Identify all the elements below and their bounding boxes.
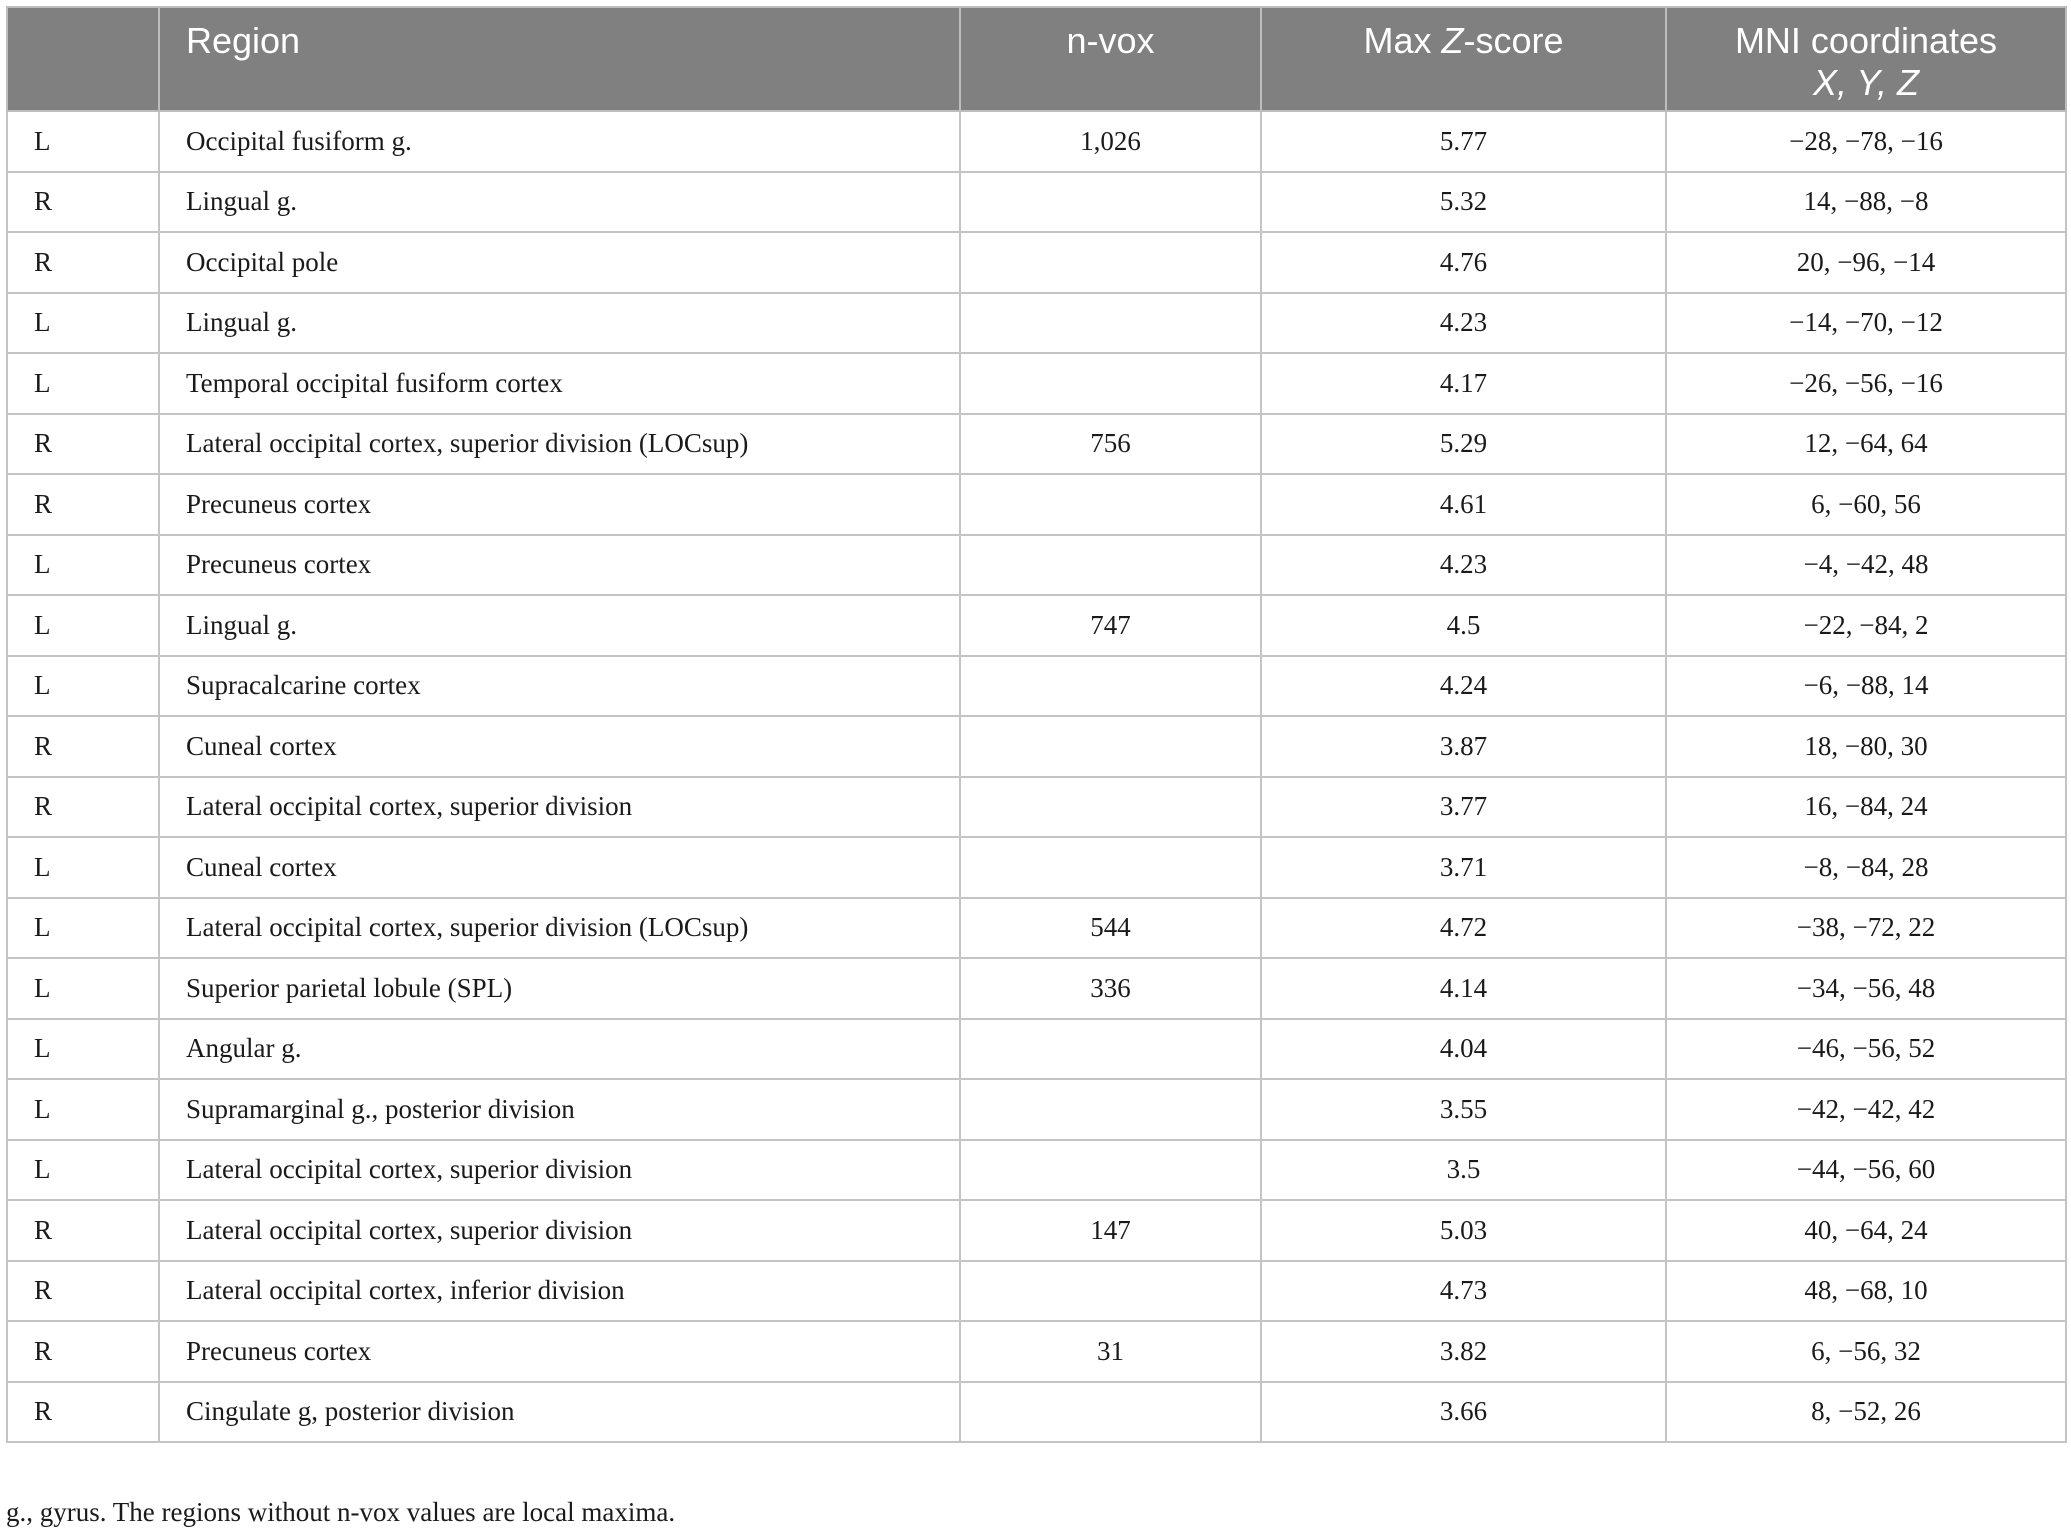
cell-side: R [7, 172, 159, 233]
cell-zscore: 4.24 [1261, 656, 1666, 717]
table-row [7, 1079, 2066, 1140]
cell-region: Lateral occipital cortex, superior division [159, 777, 960, 838]
cell-zscore: 4.23 [1261, 535, 1666, 596]
cell-nvox [960, 232, 1261, 293]
cell-nvox: 1,026 [960, 111, 1261, 172]
cell-nvox [960, 1382, 1261, 1443]
cell-region: Angular g. [159, 1019, 960, 1080]
cell-zscore: 3.87 [1261, 716, 1666, 777]
cell-region: Cuneal cortex [159, 716, 960, 777]
cell-nvox [960, 172, 1261, 233]
cell-mni: 48, −68, 10 [1666, 1261, 2066, 1322]
cell-mni: 18, −80, 30 [1666, 716, 2066, 777]
table-row [7, 353, 2066, 414]
cell-side: L [7, 898, 159, 959]
cell-region: Cingulate g, posterior division [159, 1382, 960, 1443]
table-container [6, 6, 2065, 1443]
cell-side: L [7, 1019, 159, 1080]
cell-mni: −8, −84, 28 [1666, 837, 2066, 898]
table-row [7, 535, 2066, 596]
header-side [7, 7, 159, 111]
cell-region: Precuneus cortex [159, 535, 960, 596]
cell-zscore: 5.77 [1261, 111, 1666, 172]
table-row [7, 898, 2066, 959]
cell-side: L [7, 837, 159, 898]
cell-zscore: 4.72 [1261, 898, 1666, 959]
cell-nvox: 747 [960, 595, 1261, 656]
cell-region: Supracalcarine cortex [159, 656, 960, 717]
cell-mni: −44, −56, 60 [1666, 1140, 2066, 1201]
cell-side: R [7, 777, 159, 838]
cell-side: R [7, 1261, 159, 1322]
cell-side: L [7, 353, 159, 414]
cell-region: Lateral occipital cortex, superior division (LOCsup) [159, 898, 960, 959]
cell-zscore: 4.61 [1261, 474, 1666, 535]
cell-nvox [960, 1140, 1261, 1201]
cell-nvox [960, 353, 1261, 414]
table-row [7, 837, 2066, 898]
header-mni: MNI coordinates X, Y, Z [1666, 7, 2066, 111]
cell-nvox: 31 [960, 1321, 1261, 1382]
cell-region: Lingual g. [159, 172, 960, 233]
cell-region: Lingual g. [159, 293, 960, 354]
cell-region: Precuneus cortex [159, 474, 960, 535]
cell-side: R [7, 1200, 159, 1261]
cell-zscore: 3.5 [1261, 1140, 1666, 1201]
cell-nvox [960, 1079, 1261, 1140]
cell-region: Lateral occipital cortex, superior division (LOCsup) [159, 414, 960, 475]
table-row [7, 172, 2066, 233]
table-footnote: g., gyrus. The regions without n-vox values are local maxima. [6, 1497, 676, 1527]
cell-mni: 6, −60, 56 [1666, 474, 2066, 535]
cell-nvox [960, 777, 1261, 838]
cell-side: L [7, 1140, 159, 1201]
cell-mni: −4, −42, 48 [1666, 535, 2066, 596]
cell-nvox [960, 474, 1261, 535]
cell-side: L [7, 656, 159, 717]
cell-mni: 6, −56, 32 [1666, 1321, 2066, 1382]
table-header [7, 7, 2066, 111]
cell-mni: −46, −56, 52 [1666, 1019, 2066, 1080]
cell-zscore: 4.04 [1261, 1019, 1666, 1080]
table-row [7, 1382, 2066, 1443]
table-row [7, 232, 2066, 293]
cell-side: R [7, 232, 159, 293]
cell-zscore: 5.32 [1261, 172, 1666, 233]
cell-zscore: 4.73 [1261, 1261, 1666, 1322]
cell-mni: −26, −56, −16 [1666, 353, 2066, 414]
cell-region: Supramarginal g., posterior division [159, 1079, 960, 1140]
cell-nvox: 336 [960, 958, 1261, 1019]
cell-nvox [960, 716, 1261, 777]
cell-nvox: 544 [960, 898, 1261, 959]
cell-nvox [960, 837, 1261, 898]
cell-side: R [7, 1321, 159, 1382]
cell-region: Lateral occipital cortex, inferior division [159, 1261, 960, 1322]
results-table [6, 6, 2067, 1443]
table-row [7, 1200, 2066, 1261]
table-row [7, 595, 2066, 656]
cell-mni: 16, −84, 24 [1666, 777, 2066, 838]
table-row [7, 474, 2066, 535]
cell-side: L [7, 111, 159, 172]
table-row [7, 293, 2066, 354]
header-row [7, 7, 2066, 111]
cell-mni: 14, −88, −8 [1666, 172, 2066, 233]
cell-nvox [960, 656, 1261, 717]
cell-side: L [7, 1079, 159, 1140]
cell-mni: −28, −78, −16 [1666, 111, 2066, 172]
cell-nvox [960, 1261, 1261, 1322]
cell-zscore: 3.77 [1261, 777, 1666, 838]
cell-nvox [960, 535, 1261, 596]
cell-mni: −34, −56, 48 [1666, 958, 2066, 1019]
cell-mni: 12, −64, 64 [1666, 414, 2066, 475]
cell-region: Lingual g. [159, 595, 960, 656]
cell-mni: 40, −64, 24 [1666, 1200, 2066, 1261]
cell-zscore: 5.29 [1261, 414, 1666, 475]
header-nvox: n-vox [960, 7, 1261, 111]
cell-side: L [7, 293, 159, 354]
cell-mni: −42, −42, 42 [1666, 1079, 2066, 1140]
cell-zscore: 4.14 [1261, 958, 1666, 1019]
table-row [7, 111, 2066, 172]
cell-mni: 8, −52, 26 [1666, 1382, 2066, 1443]
cell-side: L [7, 595, 159, 656]
cell-mni: 20, −96, −14 [1666, 232, 2066, 293]
cell-region: Superior parietal lobule (SPL) [159, 958, 960, 1019]
table-row [7, 1321, 2066, 1382]
cell-side: R [7, 1382, 159, 1443]
table-body [7, 111, 2066, 1442]
cell-zscore: 5.03 [1261, 1200, 1666, 1261]
cell-zscore: 4.76 [1261, 232, 1666, 293]
cell-side: L [7, 535, 159, 596]
cell-nvox: 756 [960, 414, 1261, 475]
table-row [7, 716, 2066, 777]
table-row [7, 958, 2066, 1019]
table-row [7, 1261, 2066, 1322]
cell-side: L [7, 958, 159, 1019]
cell-zscore: 3.55 [1261, 1079, 1666, 1140]
header-region: Region [159, 7, 960, 111]
cell-zscore: 4.5 [1261, 595, 1666, 656]
table-row [7, 414, 2066, 475]
cell-side: R [7, 716, 159, 777]
cell-zscore: 3.66 [1261, 1382, 1666, 1443]
cell-region: Occipital fusiform g. [159, 111, 960, 172]
cell-nvox [960, 1019, 1261, 1080]
cell-region: Temporal occipital fusiform cortex [159, 353, 960, 414]
cell-region: Precuneus cortex [159, 1321, 960, 1382]
cell-nvox: 147 [960, 1200, 1261, 1261]
table-row [7, 1140, 2066, 1201]
cell-region: Cuneal cortex [159, 837, 960, 898]
cell-region: Occipital pole [159, 232, 960, 293]
table-row [7, 777, 2066, 838]
cell-mni: −14, −70, −12 [1666, 293, 2066, 354]
cell-zscore: 3.71 [1261, 837, 1666, 898]
cell-side: R [7, 414, 159, 475]
cell-nvox [960, 293, 1261, 354]
cell-region: Lateral occipital cortex, superior division [159, 1140, 960, 1201]
cell-mni: −38, −72, 22 [1666, 898, 2066, 959]
table-row [7, 656, 2066, 717]
cell-zscore: 4.17 [1261, 353, 1666, 414]
cell-side: R [7, 474, 159, 535]
cell-mni: −6, −88, 14 [1666, 656, 2066, 717]
table-row [7, 1019, 2066, 1080]
cell-zscore: 3.82 [1261, 1321, 1666, 1382]
cell-region: Lateral occipital cortex, superior division [159, 1200, 960, 1261]
header-zscore: Max Z-score [1261, 7, 1666, 111]
cell-mni: −22, −84, 2 [1666, 595, 2066, 656]
cell-zscore: 4.23 [1261, 293, 1666, 354]
